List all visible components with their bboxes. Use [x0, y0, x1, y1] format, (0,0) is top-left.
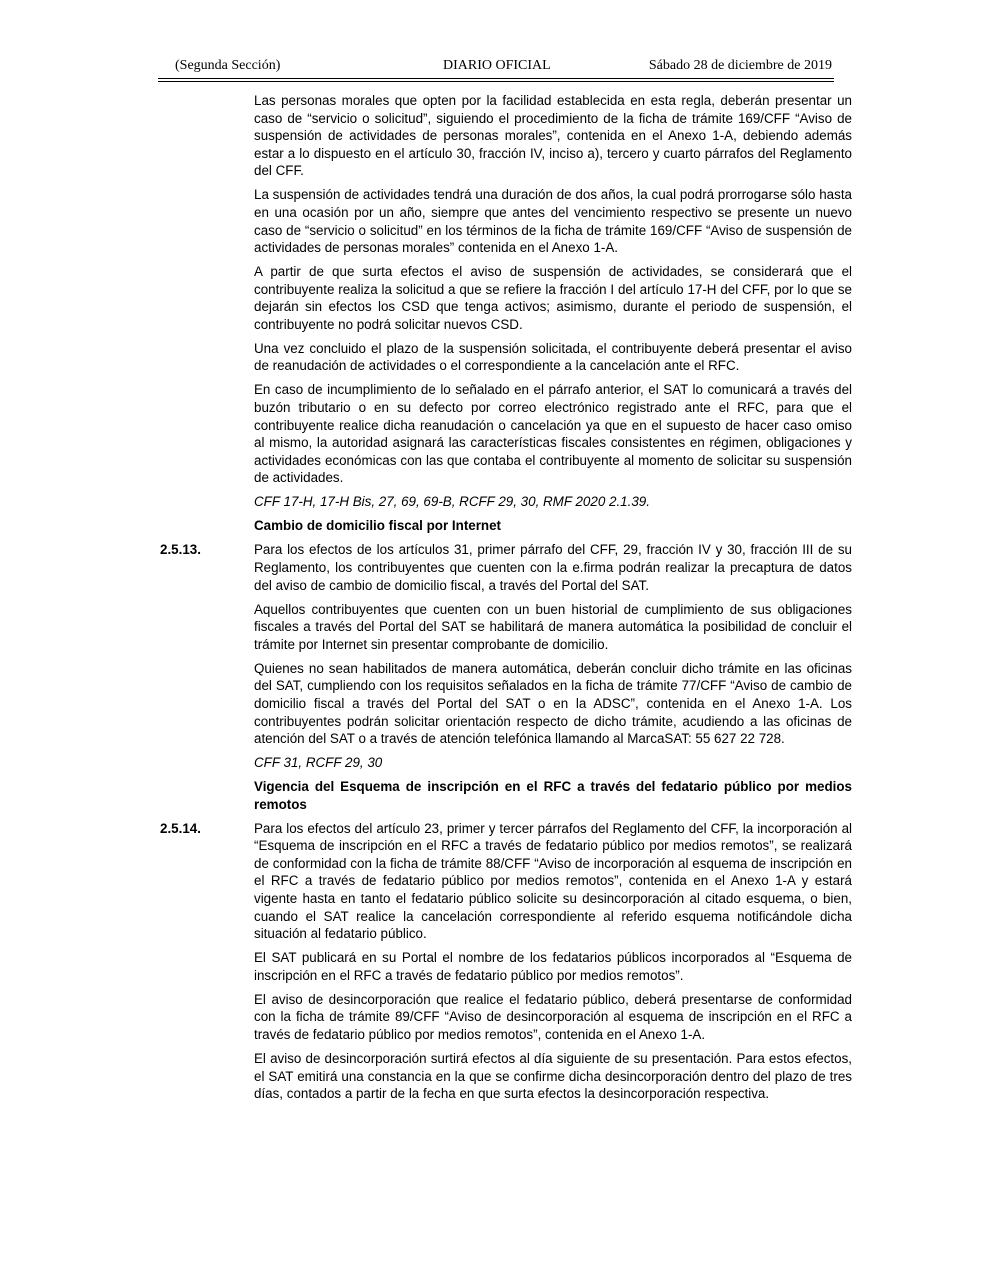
header-section: (Segunda Sección): [175, 58, 281, 73]
paragraph: Las personas morales que opten por la facilidad establecida en esta regla, deberán presentar un caso de “servicio o solicitud”, siguiendo el procedimiento de la ficha de trámite 169/CFF “Aviso de suspensión de actividades de personas morales”, contenida en el Anexo 1-A, debiendo además estar a lo dispuesto en el artículo 30, fracción IV, inciso a), tercero y cuarto párrafos del Reglamento del CFF.: [254, 93, 852, 179]
paragraph: Para los efectos de los artículos 31, primer párrafo del CFF, 29, fracción IV y 30, fracción III de su Reglamento, los contribuyentes que cuenten con la e.firma podrán realizar la precaptura de datos del aviso de cambio de domicilio fiscal, a través del Portal del SAT.: [254, 542, 852, 593]
paragraph: A partir de que surta efectos el aviso de suspensión de actividades, se considerará que el contribuyente realiza la solicitud a que se refiere la fracción I del artículo 17-H del CFF, por lo que se dejarán sin efectos los CSD que tenga activos; asimismo, durante el periodo de suspensión, el contribuyente no podrá solicitar nuevos CSD.: [254, 264, 852, 332]
paragraph: El aviso de desincorporación surtirá efectos al día siguiente de su presentación. Para estos efectos, el SAT emitirá una constancia en la que se confirme dicha desincorporación dentro del plazo de tres días, contados a partir de la fecha en que surta efectos la desincorporación respectiva.: [254, 1050, 852, 1102]
rule-number: 2.5.14.: [160, 820, 201, 836]
paragraph: En caso de incumplimiento de lo señalado en el párrafo anterior, el SAT lo comunicará a través del buzón tributario o en su defecto por correo electrónico registrado ante el RFC, para que el contribuyente realice dicha reanudación o cancelación ya que en el supuesto de hacer caso omiso al mismo, la autoridad asignará las características fiscales consistentes en régimen, obligaciones y actividades económicas con las que contaba el contribuyente al momento de solicitar su suspensión de actividades.: [254, 382, 852, 486]
paragraph: Una vez concluido el plazo de la suspensión solicitada, el contribuyente deberá presentar el aviso de reanudación de actividades o el correspondiente a la cancelación ante el RFC.: [254, 340, 852, 374]
rule-2-5-14: [160, 820, 852, 943]
rule-2-5-13: [160, 541, 852, 594]
paragraph: Para los efectos del artículo 23, primer y tercer párrafos del Reglamento del CFF, la incorporación al “Esquema de inscripción en el RFC a través de fedatario público por medios remotos”, se realizará de conformidad con la ficha de trámite 88/CFF “Aviso de incorporación al esquema de inscripción en el RFC a través de fedatario público por medios remotos”, contenida en el Anexo 1-A y estará vigente hasta en tanto el fedatario público solicite su desincorporación al citado esquema, o bien, cuando el SAT realice la cancelación correspondiente al referido esquema notificándole dicha situación al fedatario público.: [254, 820, 852, 942]
rule-title: Cambio de domicilio fiscal por Internet: [254, 518, 502, 534]
paragraph: La suspensión de actividades tendrá una duración de dos años, la cual podrá prorrogarse sólo hasta en una ocasión por un año, siempre que antes del vencimiento respectivo se presente un nuevo caso de “servicio o solicitud” en los términos de la ficha de trámite 169/CFF “Aviso de suspensión de actividades de personas morales” contenida en el Anexo 1-A.: [254, 187, 852, 256]
document-body: [160, 92, 852, 1109]
paragraph: El aviso de desincorporación que realice el fedatario público, deberá presentarse de conformidad con la ficha de trámite 89/CFF “Aviso de desincorporación al esquema de inscripción en el RFC a través de fedatario público por medios remotos”, contenida en el Anexo 1-A.: [254, 991, 852, 1042]
header-date: Sábado 28 de diciembre de 2019: [648, 58, 832, 73]
rule-number: 2.5.13.: [160, 542, 201, 558]
legal-reference: CFF 17-H, 17-H Bis, 27, 69, 69-B, RCFF 29, 30, RMF 2020 2.1.39.: [254, 494, 650, 510]
paragraph: Aquellos contribuyentes que cuenten con un buen historial de cumplimiento de sus obligaciones fiscales a través del Portal del SAT se habilitará de manera automática la posibilidad de concluir el trámite por Internet sin presentar comprobante de domicilio.: [254, 601, 852, 652]
page-header: [158, 58, 834, 79]
paragraph: El SAT publicará en su Portal el nombre de los fedatarios públicos incorporados al “Esquema de inscripción en el RFC a través de fedatario público por medios remotos”.: [254, 950, 852, 983]
legal-reference: CFF 31, RCFF 29, 30: [254, 755, 383, 771]
header-journal: DIARIO OFICIAL: [443, 58, 551, 73]
rule-title: Vigencia del Esquema de inscripción en el RFC a través del fedatario público por medios remotos: [254, 779, 852, 812]
paragraph: Quienes no sean habilitados de manera automática, deberán concluir dicho trámite en las oficinas del SAT, cumpliendo con los requisitos señalados en la ficha de trámite 77/CFF “Aviso de cambio de domicilio fiscal a través del Portal del SAT o en la ADSC”, contenida en el Anexo 1-A. Los contribuyentes podrán solicitar orientación respecto de dicho trámite, acudiendo a las oficinas de atención del SAT o a través de atención telefónica llamando al MarcaSAT: 55 627 22 728.: [254, 660, 852, 747]
